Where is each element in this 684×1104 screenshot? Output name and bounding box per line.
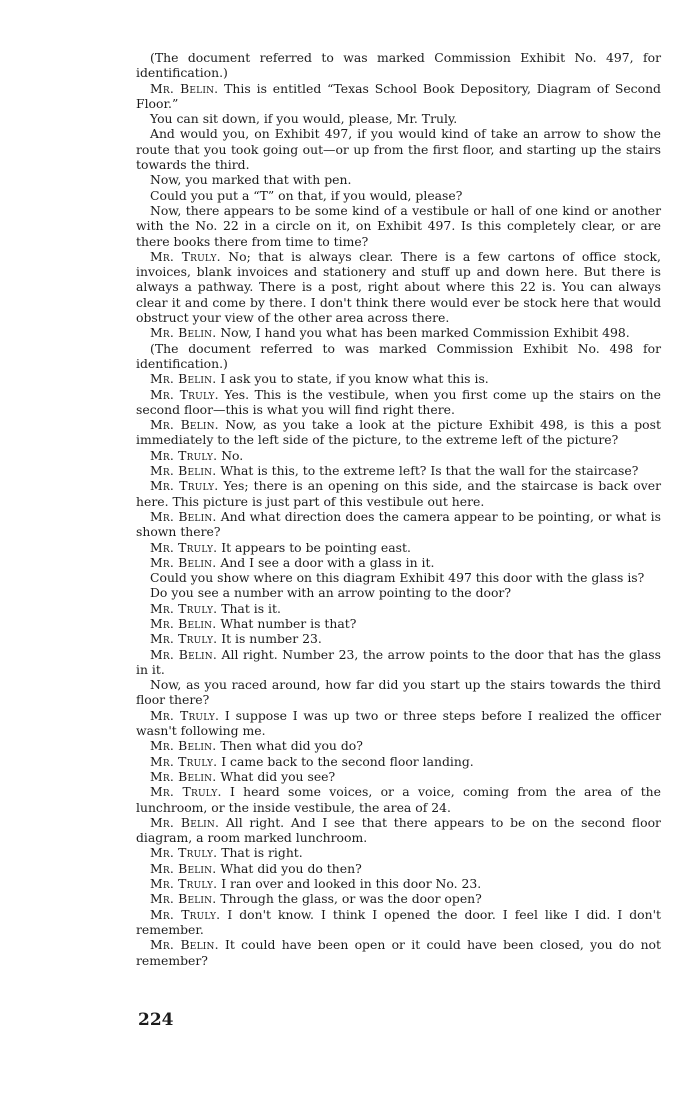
paragraph-text: Could you show where on this diagram Exhibit 497 this door with the glass is? — [150, 570, 645, 586]
speaker-label: Mr. Belin. — [150, 860, 217, 876]
paragraph-text: What number is that? — [216, 615, 357, 631]
paragraph-text: Now, you marked that with pen. — [150, 172, 352, 188]
paragraph — [136, 769, 661, 784]
paragraph — [136, 341, 661, 372]
paragraph-text: That is it. — [217, 600, 281, 616]
paragraph-text: And I see a door with a glass in it. — [216, 554, 435, 570]
paragraph — [136, 126, 661, 172]
paragraph-text: What is this, to the extreme left? Is that the wall for the staircase? — [216, 463, 639, 479]
paragraph — [136, 478, 661, 509]
paragraph-text: What did you see? — [216, 768, 336, 784]
paragraph-text: I ran over and looked in this door No. 23. — [217, 876, 482, 892]
paragraph-text: No; that is always clear. There is a few cartons of office stock, invoices, blank invoices and stationery and stuff up and down here. But there is always a pathway. There is a post, right about where this 22 is. You can always clear it and come by there. I don't think there would ever be stock here that would obstruct your view of the other area across there. — [136, 248, 661, 326]
paragraph-text: (The document referred to was marked Commission Exhibit No. 497, for identification.) — [136, 50, 661, 81]
paragraph-text: It could have been open or it could have been closed, you do not remember? — [136, 937, 661, 968]
paragraph-text: I don't know. I think I opened the door. I feel like I did. I don't remember. — [136, 906, 661, 937]
paragraph — [136, 891, 661, 906]
paragraph — [136, 708, 661, 739]
speaker-label: Mr. Belin. — [150, 814, 220, 830]
paragraph-text: Now, as you raced around, how far did you start up the stairs towards the third floor there? — [136, 677, 661, 708]
paragraph — [136, 249, 661, 325]
speaker-label: Mr. Truly. — [150, 248, 221, 264]
paragraph-text: Now, there appears to be some kind of a vestibule or hall of one kind or another with the No. 22 in a circle on it, on Exhibit 497. Is this completely clear, or are there books there from time to time? — [136, 202, 661, 249]
paragraph — [136, 616, 661, 631]
paragraph-text: That is right. — [217, 845, 303, 861]
speaker-label: Mr. Truly. — [150, 753, 218, 769]
paragraph — [136, 509, 661, 540]
paragraph-text: This is entitled “Texas School Book Depository, Diagram of Second Floor.” — [136, 80, 661, 111]
paragraph — [136, 387, 661, 418]
paragraph-text: No. — [217, 447, 244, 463]
paragraph — [136, 50, 661, 81]
paragraph — [136, 417, 661, 448]
paragraph — [136, 815, 661, 846]
speaker-label: Mr. Truly. — [150, 631, 218, 647]
speaker-label: Mr. Truly. — [150, 784, 222, 800]
paragraph — [136, 601, 661, 616]
paragraph-text: (The document referred to was marked Commission Exhibit No. 498 for identification.) — [136, 340, 661, 371]
paragraph — [136, 937, 661, 968]
speaker-label: Mr. Belin. — [150, 508, 217, 524]
paragraph-text: I suppose I was up two or three steps before I realized the officer wasn't following me. — [136, 707, 661, 739]
paragraph — [136, 738, 661, 753]
paragraph — [136, 111, 661, 126]
speaker-label: Mr. Belin. — [150, 937, 219, 953]
speaker-label: Mr. Belin. — [150, 80, 219, 96]
document-body — [136, 50, 661, 968]
paragraph-text: Through the glass, or was the door open? — [216, 891, 482, 907]
speaker-label: Mr. Truly. — [150, 478, 219, 494]
paragraph — [136, 585, 661, 600]
speaker-label: Mr. Belin. — [150, 615, 217, 631]
speaker-label: Mr. Belin. — [150, 417, 219, 433]
paragraph-text: What did you do then? — [216, 860, 362, 876]
paragraph — [136, 172, 661, 187]
paragraph — [136, 861, 661, 876]
paragraph — [136, 907, 661, 938]
speaker-label: Mr. Belin. — [150, 891, 217, 907]
speaker-label: Mr. Truly. — [150, 600, 218, 616]
speaker-label: Mr. Belin. — [150, 325, 217, 341]
speaker-label: Mr. Truly. — [150, 845, 218, 861]
paragraph-text: Now, I hand you what has been marked Commission Exhibit 498. — [216, 325, 630, 341]
paragraph — [136, 754, 661, 769]
paragraph-text: Then what did you do? — [216, 738, 363, 754]
paragraph-text: I came back to the second floor landing. — [217, 753, 474, 769]
speaker-label: Mr. Truly. — [150, 906, 221, 922]
paragraph — [136, 371, 661, 386]
speaker-label: Mr. Truly. — [150, 876, 218, 892]
paragraph — [136, 188, 661, 203]
paragraph-text: You can sit down, if you would, please, Mr. Truly. — [150, 111, 458, 127]
paragraph-text: I ask you to state, if you know what this is. — [216, 371, 489, 387]
paragraph — [136, 570, 661, 585]
paragraph-text: Yes. This is the vestibule, when you first come up the stairs on the second floor—this is what you will find right there. — [136, 386, 661, 417]
paragraph — [136, 784, 661, 815]
speaker-label: Mr. Belin. — [150, 738, 217, 754]
speaker-label: Mr. Truly. — [150, 539, 218, 555]
paragraph-text: It is number 23. — [217, 631, 322, 647]
paragraph — [136, 876, 661, 891]
paragraph-text: Do you see a number with an arrow pointing to the door? — [150, 585, 511, 601]
speaker-label: Mr. Truly. — [150, 707, 220, 723]
paragraph-text: Now, as you take a look at the picture Exhibit 498, is this a post immediately to the left side of the picture, to the extreme left of the picture? — [136, 417, 661, 448]
paragraph-text: All right. Number 23, the arrow points to the door that has the glass in it. — [136, 646, 661, 677]
paragraph-text: It appears to be pointing east. — [217, 539, 411, 555]
paragraph-text: I heard some voices, or a voice, coming from the area of the lunchroom, or the inside vestibule, the area of 24. — [136, 784, 661, 815]
paragraph — [136, 540, 661, 555]
paragraph — [136, 647, 661, 678]
speaker-label: Mr. Belin. — [150, 371, 217, 387]
speaker-label: Mr. Belin. — [150, 646, 217, 662]
paragraph — [136, 555, 661, 570]
paragraph-text: Could you put a “T” on that, if you would, please? — [150, 187, 463, 203]
speaker-label: Mr. Belin. — [150, 463, 217, 479]
paragraph-text: And what direction does the camera appear to be pointing, or what is shown there? — [136, 508, 661, 540]
paragraph — [136, 81, 661, 112]
paragraph-text: Yes; there is an opening on this side, and the staircase is back over here. This picture is just part of this vestibule out here. — [136, 478, 661, 509]
paragraph-text: And would you, on Exhibit 497, if you would kind of take an arrow to show the route that you took going out—or up from the first floor, and starting up the stairs towards the third. — [136, 126, 661, 173]
paragraph — [136, 845, 661, 860]
speaker-label: Mr. Belin. — [150, 554, 217, 570]
speaker-label: Mr. Truly. — [150, 386, 219, 402]
paragraph — [136, 463, 661, 478]
paragraph — [136, 448, 661, 463]
speaker-label: Mr. Truly. — [150, 447, 218, 463]
paragraph — [136, 203, 661, 249]
page-number: 224 — [138, 1010, 174, 1030]
paragraph — [136, 631, 661, 646]
speaker-label: Mr. Belin. — [150, 768, 217, 784]
paragraph — [136, 677, 661, 708]
paragraph — [136, 325, 661, 340]
paragraph-text: All right. And I see that there appears to be on the second floor diagram, a room marked lunchroom. — [136, 814, 661, 846]
